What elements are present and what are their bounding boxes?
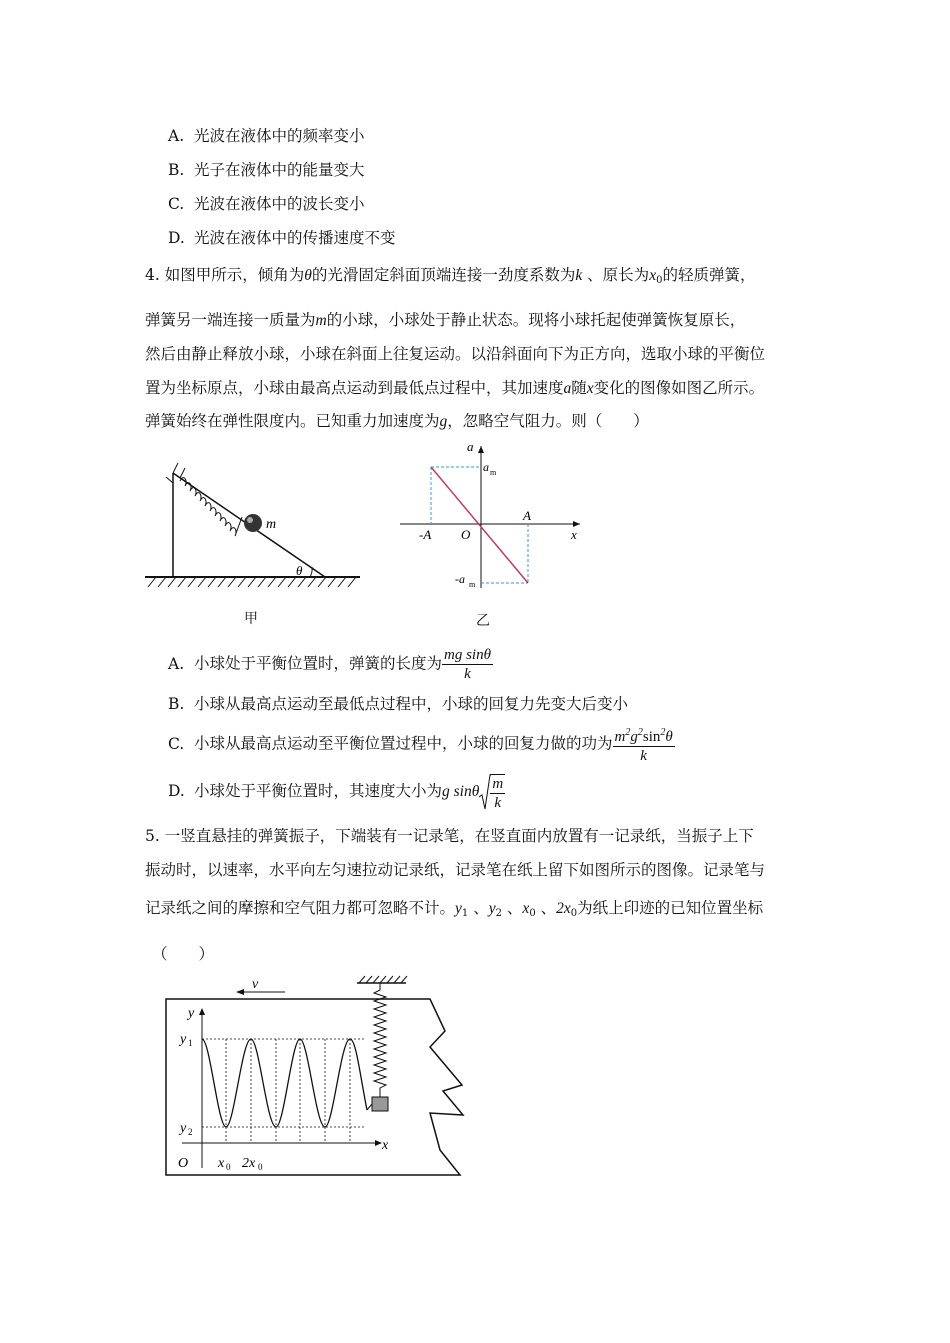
fig-y1-label: y [180,1032,187,1047]
velocity-arrowhead [236,989,244,995]
q4-stem-line3: 然后由静止释放小球，小球在斜面上往复运动。以沿斜面向下为正方向，选取小球的平衡位 [145,345,766,363]
oscillator-block [372,1097,388,1111]
ball-mass-label: m [266,517,277,532]
q4-stem-line5: 弹簧始终在弹性限度内。已知重力加速度为g，忽略空气阻力。则（ ） [145,412,649,430]
fig-2x0-sub: 0 [258,1162,263,1172]
neg-am-label: -a [455,572,465,586]
x-axis-arrow [375,1140,382,1146]
angle-label: θ [296,563,303,578]
angle-arc [310,567,312,577]
q3-option-d: D. 光波在液体中的传播速度不变 [168,229,396,247]
a-x-line [431,467,528,583]
vertical-spring [374,983,386,1097]
fig-origin-label: O [178,1156,189,1171]
q3-option-b: B. 光子在液体中的能量变大 [168,161,365,179]
fig-left-caption: 甲 [244,611,258,627]
option-c-fraction: $\frac{m^2g^2\sin^2\theta}{k}$ [613,724,675,765]
am-label: a [483,460,489,474]
y-axis-arrow [199,1008,205,1015]
am-sub: m [490,468,497,477]
q4-option-b: B. 小球从最高点运动至最低点过程中，小球的回复力先变大后变小 [168,695,629,713]
figure-ax-graph [395,438,590,598]
y-axis-label: a [467,439,474,454]
fig-x-label: x [382,1138,389,1153]
velocity-label: v [252,977,259,992]
q4-option-c: C. 小球从最高点运动至平衡位置过程中，小球的回复力做的功为 $\frac{m^2g^2\sin^2\theta}{k}$ [168,724,675,762]
q5-stem-line1: 5. 一竖直悬挂的弹簧振子，下端装有一记录笔，在竖直面内放置有一记录纸，当振子上下 [145,827,754,845]
q3-option-c: C. 光波在液体中的波长变小 [168,195,365,213]
q4-stem-line4: 置为坐标原点，小球由最高点运动到最低点过程中，其加速度a随x变化的图像如图乙所示。 [145,379,765,397]
ball-highlight [247,517,253,523]
fig-y2-label: y [180,1121,187,1136]
pen-tip [367,1104,372,1110]
negA-label: -A [419,527,432,542]
wave-trace [202,1039,367,1127]
q4-stem-line2: 弹簧另一端连接一质量为m的小球，小球处于静止状态。现将小球托起使弹簧恢复原长， [145,311,746,329]
q4-option-d: D. 小球处于平衡位置时，其速度大小为g sinθ $\frac{m}{k}$ [168,770,505,812]
origin-label: O [461,527,471,542]
ceiling-hatch [359,976,407,983]
q4-option-a: A. 小球处于平衡位置时，弹簧的长度为 $\frac{\text{mg sinθ}}{k}$ [168,647,491,682]
q4-stem-line1: 4. 如图甲所示，倾角为θ的光滑固定斜面顶端连接一劲度系数为k 、原长为$x_0$的轻质弹簧， [145,266,756,286]
fig-y2-sub: 2 [188,1127,193,1137]
fig-x0-label: x [218,1156,225,1171]
option-d-sqrt: $\frac{m}{k}$ [479,771,505,813]
y-axis-arrow [478,446,484,453]
x-axis-label: x [571,527,577,542]
option-a-fraction: $\frac{\text{mg sinθ}}{k}$ [444,647,491,682]
spring [180,478,242,536]
q5-answer-paren: （ ） [152,945,215,963]
neg-am-sub: m [469,580,476,589]
ball [244,514,262,532]
paper-outline [166,999,463,1175]
fig-x0-sub: 0 [226,1162,231,1172]
q3-option-a: A. 光波在液体中的频率变小 [168,127,365,145]
fig-y1-sub: 1 [188,1038,193,1048]
ground-hatch [148,577,356,587]
q5-stem-line3: 记录纸之间的摩擦和空气阻力都可忽略不计。$y_1$ 、$y_2$ 、$x_0$ 、$2x_0$为纸上印迹的已知位置坐标 [145,899,764,919]
figure-incline [140,455,370,595]
fig-2x0-label: 2x [242,1156,256,1171]
fig-y-label: y [188,1006,195,1021]
A-label: A [523,508,531,523]
figure-spring-recorder [160,975,485,1185]
fig-right-caption: 乙 [476,613,490,629]
q5-stem-line2: 振动时，以速率，水平向左匀速拉动记录纸，记录笔在纸上留下如图所示的图像。记录笔与 [145,861,766,879]
